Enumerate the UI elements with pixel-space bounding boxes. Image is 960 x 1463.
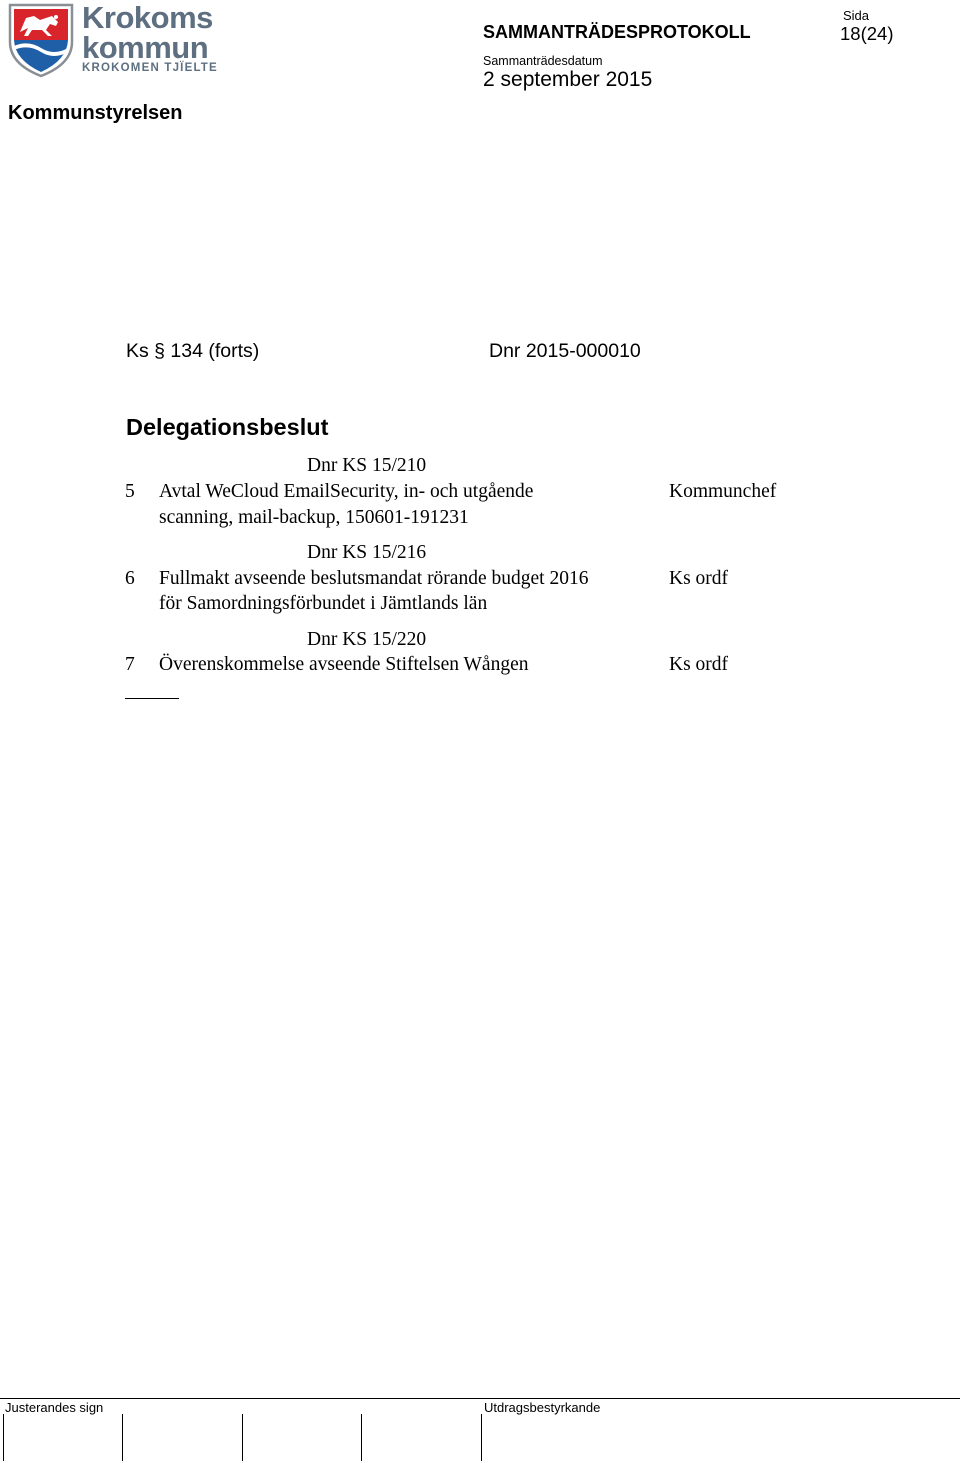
item-dnr: Dnr KS 15/220 — [307, 629, 427, 650]
page-label: Sida — [843, 8, 870, 23]
logo-line-3: KROKOMEN TJÏELTE — [82, 62, 218, 74]
certification-label: Utdragsbestyrkande — [484, 1400, 601, 1415]
item-number: 5 — [125, 481, 135, 502]
page-number: 18(24) — [840, 23, 894, 44]
section-title: Delegationsbeslut — [126, 414, 329, 440]
meeting-date: 2 september 2015 — [483, 68, 653, 91]
date-label: Sammanträdesdatum — [483, 54, 603, 68]
item-number: 7 — [125, 654, 135, 675]
footer-divider — [0, 1398, 960, 1399]
coat-of-arms-icon — [6, 2, 76, 78]
item-dnr: Dnr KS 15/216 — [307, 542, 427, 563]
item-decided-by: Ks ordf — [669, 654, 729, 675]
end-rule — [125, 698, 179, 699]
item-number: 6 — [125, 568, 135, 589]
signature-label: Justerandes sign — [5, 1400, 104, 1415]
krokoms-kommun-logo — [6, 0, 218, 80]
signature-box-divider — [3, 1414, 4, 1461]
signature-box-divider — [242, 1414, 243, 1461]
item-text-line: för Samordningsförbundet i Jämtlands län — [159, 593, 488, 614]
case-reference: Ks § 134 (forts) — [126, 340, 260, 362]
case-dnr: Dnr 2015-000010 — [489, 340, 641, 362]
logo-line-1: Krokoms — [82, 0, 213, 35]
item-decided-by: Ks ordf — [669, 568, 729, 589]
organization-name: Kommunstyrelsen — [8, 102, 183, 124]
signature-box-divider — [481, 1414, 482, 1461]
item-text-line: Avtal WeCloud EmailSecurity, in- och utgående — [159, 481, 534, 502]
item-text-line: Fullmakt avseende beslutsmandat rörande budget 2016 — [159, 568, 589, 589]
signature-box-divider — [361, 1414, 362, 1461]
logo-line-2: kommun — [82, 30, 209, 65]
document-type: SAMMANTRÄDESPROTOKOLL — [483, 22, 751, 42]
item-text-line: Överenskommelse avseende Stiftelsen Wången — [159, 654, 529, 675]
item-decided-by: Kommunchef — [669, 481, 777, 502]
signature-box-divider — [122, 1414, 123, 1461]
item-dnr: Dnr KS 15/210 — [307, 455, 427, 476]
item-text-line: scanning, mail-backup, 150601-191231 — [159, 507, 469, 528]
